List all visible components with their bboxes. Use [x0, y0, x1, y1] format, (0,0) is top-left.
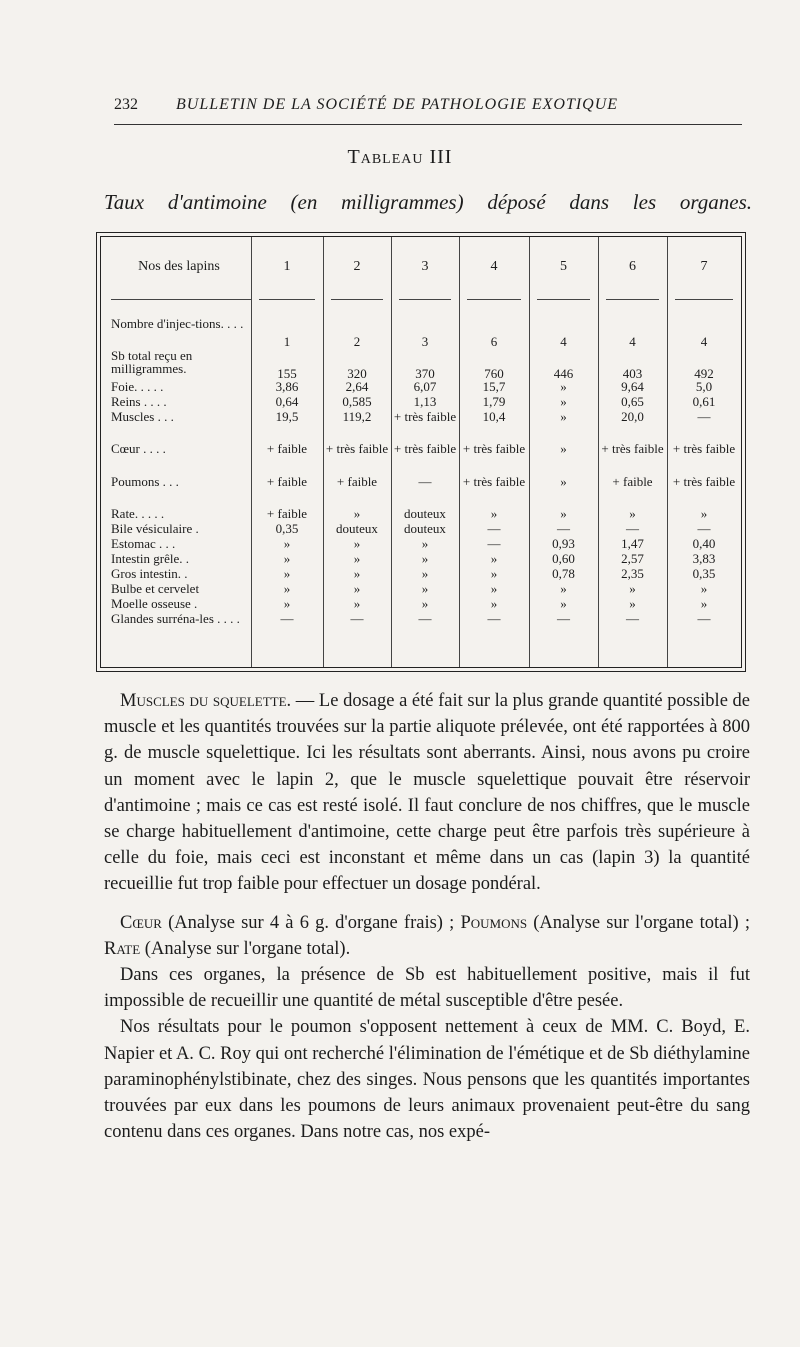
row-label: Nombre d'injec-tions. . . .: [111, 316, 244, 331]
table-cell: »: [283, 566, 291, 581]
table-cell: »: [560, 581, 567, 596]
row-label: Estomac . . .: [111, 536, 176, 551]
table-cell: —: [697, 409, 711, 424]
table-cell: »: [490, 581, 498, 596]
table-cell: 370: [415, 366, 435, 381]
paragraph-results: Nos résultats pour le poumon s'opposent nettement à ceux de MM. C. Boyd, E. Napier et A. C. Roy qui ont recherché l'élimination de l'émétique et de Sb diéthylamine paraminophénylstibinate, chez des singes. Nous pensons que les quantités importantes trouvées par eux dans les poumons de leurs animaux provenaient peut-être du sang contenu dans ces organes. Dans notre cas, nos expé-: [104, 1017, 750, 1143]
row-label: Foie. . . . .: [111, 379, 164, 394]
table-cell: 1: [283, 334, 291, 349]
table-cell: —: [280, 611, 294, 626]
table-cell: »: [283, 551, 291, 566]
header-rule-segment: [675, 299, 733, 300]
table-cell: »: [353, 596, 361, 611]
row-label: Rate. . . . .: [111, 506, 165, 521]
table-cell: »: [560, 474, 567, 489]
table-cell: »: [421, 581, 429, 596]
table-header-label: Nos des lapins: [138, 259, 220, 274]
table-cell: —: [626, 521, 639, 536]
table-cell: 9,64: [621, 379, 644, 394]
table-cell: »: [283, 536, 291, 551]
table-cell: 3: [421, 334, 429, 349]
table-cell: »: [629, 596, 636, 611]
table-cell: —: [626, 611, 639, 626]
table-cell: »: [560, 409, 567, 424]
table-cell: —: [418, 474, 432, 489]
table-cell: 10,4: [482, 409, 506, 424]
row-label: Poumons . . .: [111, 474, 179, 489]
table-cell: 0,93: [552, 536, 575, 551]
column-header: 4: [490, 259, 498, 274]
table-cell: + très faible: [393, 441, 457, 456]
table-cell: »: [421, 596, 429, 611]
table-cell: »: [353, 536, 361, 551]
column-header: 7: [700, 259, 708, 274]
table-cell: »: [421, 551, 429, 566]
table-cell: 0,60: [552, 551, 575, 566]
data-table: [100, 236, 742, 668]
page-number: 232: [114, 96, 138, 113]
table-cell: + très faible: [462, 474, 526, 489]
table-cell: »: [629, 506, 636, 521]
table-cell: 2,64: [345, 379, 369, 394]
table-cell: + faible: [266, 474, 308, 489]
column-header: 1: [283, 259, 291, 274]
table-cell: 3,83: [692, 551, 716, 566]
table-cell: »: [490, 551, 498, 566]
table-cell: »: [700, 596, 708, 611]
table-cell: »: [353, 551, 361, 566]
table-cell: »: [421, 566, 429, 581]
header-rule-segment: [606, 299, 659, 300]
header-rule-segment: [259, 299, 315, 300]
table-cell: —: [487, 521, 501, 536]
paragraph-coeur: [104, 910, 750, 962]
row-label: Glandes surréna-les . . . .: [111, 611, 240, 626]
column-header: 5: [560, 259, 567, 274]
table-cell: 119,2: [342, 409, 372, 424]
column-header: 2: [353, 259, 361, 274]
paragraph-muscles: [104, 688, 750, 898]
table-cell: + très faible: [325, 441, 389, 456]
table-cell: douteux: [404, 506, 446, 521]
body-text: [104, 688, 750, 1145]
table-cell: 19,5: [275, 409, 299, 424]
column-header: 3: [421, 259, 429, 274]
row-label: Bulbe et cervelet: [111, 581, 200, 596]
table-cell: »: [560, 506, 567, 521]
table-cell: —: [697, 521, 711, 536]
table-cell: —: [557, 611, 570, 626]
table-cell: »: [421, 536, 429, 551]
table-cell: »: [700, 581, 708, 596]
page-header: [114, 96, 744, 118]
header-rule-segment: [111, 299, 251, 300]
table-cell: 403: [622, 366, 643, 381]
table-cell: 15,7: [482, 379, 506, 394]
table-cell: —: [557, 521, 570, 536]
table-cell: + faible: [266, 441, 308, 456]
table-cell: 1,13: [413, 394, 437, 409]
table-cell: 20,0: [621, 409, 644, 424]
table-cell: 4: [629, 334, 636, 349]
table-cell: 0,78: [552, 566, 575, 581]
row-label: Bile vésiculaire .: [111, 521, 199, 536]
table-cell: »: [353, 581, 361, 596]
paragraph-lead: Poumons: [460, 912, 528, 933]
table-title: Tableau III: [347, 146, 453, 168]
table-cell: + très faible: [393, 409, 457, 424]
table-cell: 6: [490, 334, 498, 349]
table-cell: 492: [694, 366, 714, 381]
paragraph-lead: Muscles du squelette.: [120, 691, 292, 711]
table-cell: 2,35: [621, 566, 644, 581]
table-cell: »: [283, 596, 291, 611]
table-cell: —: [350, 611, 364, 626]
table-caption: Taux d'antimoine (en milligrammes) déposé dans les organes.: [104, 190, 752, 214]
row-label: Gros intestin. .: [111, 566, 188, 581]
header-rule-segment: [331, 299, 383, 300]
table-cell: 320: [347, 366, 367, 381]
header-rule-segment: [399, 299, 451, 300]
paragraph-lead: Cœur: [120, 912, 162, 933]
table-cell: 0,40: [692, 536, 716, 551]
table-cell: »: [283, 581, 291, 596]
table-cell: + faible: [612, 474, 653, 489]
row-label: Cœur . . . .: [111, 441, 166, 456]
paragraph-text: (Analyse sur 4 à 6 g. d'organe frais) ;: [161, 912, 461, 933]
table-cell: 0,585: [342, 394, 372, 409]
table-cell: 4: [700, 334, 708, 349]
table-cell: 0,64: [275, 394, 299, 409]
table-cell: »: [353, 566, 361, 581]
column-header: 6: [629, 259, 636, 274]
table-cell: 1,79: [482, 394, 506, 409]
row-label: Intestin grêle. .: [111, 551, 189, 566]
running-title: BULLETIN DE LA SOCIÉTÉ DE PATHOLOGIE EXOTIQUE: [176, 96, 619, 113]
table-cell: 6,07: [413, 379, 437, 394]
table-cell: »: [490, 596, 498, 611]
table-cell: »: [353, 506, 361, 521]
table-cell: »: [490, 506, 498, 521]
table-cell: »: [490, 566, 498, 581]
header-rule-segment: [467, 299, 521, 300]
table-cell: 1,47: [621, 536, 644, 551]
table-cell: 3,86: [275, 379, 299, 394]
paragraph-organs: Dans ces organes, la présence de Sb est habituellement positive, mais il fut impossible de recueillir une quantité de métal susceptible d'être pesée.: [104, 965, 750, 1012]
table-cell: 5,0: [695, 379, 713, 394]
table-cell: 0,65: [621, 394, 644, 409]
table-cell: + très faible: [462, 441, 526, 456]
table-cell: »: [560, 379, 567, 394]
table-cell: 446: [553, 366, 574, 381]
table-cell: »: [700, 506, 708, 521]
table-cell: + faible: [266, 506, 308, 521]
paragraph-text: (Analyse sur l'organe total) ;: [527, 912, 751, 933]
table-cell: —: [418, 611, 432, 626]
table-cell: »: [560, 441, 567, 456]
table-cell: + très faible: [672, 474, 736, 489]
table-cell: »: [629, 581, 636, 596]
table-cell: 2,57: [621, 551, 644, 566]
table-cell: 0,61: [692, 394, 716, 409]
row-label: Muscles . . .: [111, 409, 174, 424]
table-cell: 2: [353, 334, 361, 349]
table-cell: 155: [277, 366, 297, 381]
table-cell: —: [697, 611, 711, 626]
table-cell: 0,35: [692, 566, 716, 581]
paragraph-lead: Rate: [104, 938, 141, 959]
row-label: Reins . . . .: [111, 394, 167, 409]
row-label: Sb total reçu en milligrammes.: [111, 348, 193, 376]
table-cell: + faible: [336, 474, 378, 489]
header-rule: [114, 124, 742, 125]
row-label: Moelle osseuse .: [111, 596, 198, 611]
table-cell: —: [487, 536, 501, 551]
table-cell: douteux: [404, 521, 446, 536]
table-cell: 0,35: [275, 521, 299, 536]
header-rule-segment: [537, 299, 590, 300]
table-cell: »: [560, 394, 567, 409]
table-cell: + très faible: [601, 441, 664, 456]
table-cell: 760: [484, 366, 504, 381]
table-cell: »: [560, 596, 567, 611]
table-cell: + très faible: [672, 441, 736, 456]
table-cell: 4: [560, 334, 567, 349]
paragraph-text: (Analyse sur l'organe total).: [140, 938, 351, 959]
paragraph-text: — Le dosage a été fait sur la plus grande quantité possible de muscle et les quantités trouvées sur la partie aliquote prélevée, ont été rapportées à 800 g. de muscle squelettique. Ici les résultats sont aberrants. Ainsi, nous avons pu croire un moment avec le lapin 2, que le muscle squelettique pouvait être réservoir d'antimoine ; mais ce cas est resté isolé. Il faut conclure de nos chiffres, que le muscle se charge habituellement d'antimoine, cette charge peut être parfois très supérieure à celle du foie, mais ceci est inconstant et même dans un cas (lapin 3) la quantité recueillie fut trop faible pour effectuer un dosage pondéral.: [104, 691, 750, 895]
table-cell: —: [487, 611, 501, 626]
table-cell: douteux: [336, 521, 378, 536]
